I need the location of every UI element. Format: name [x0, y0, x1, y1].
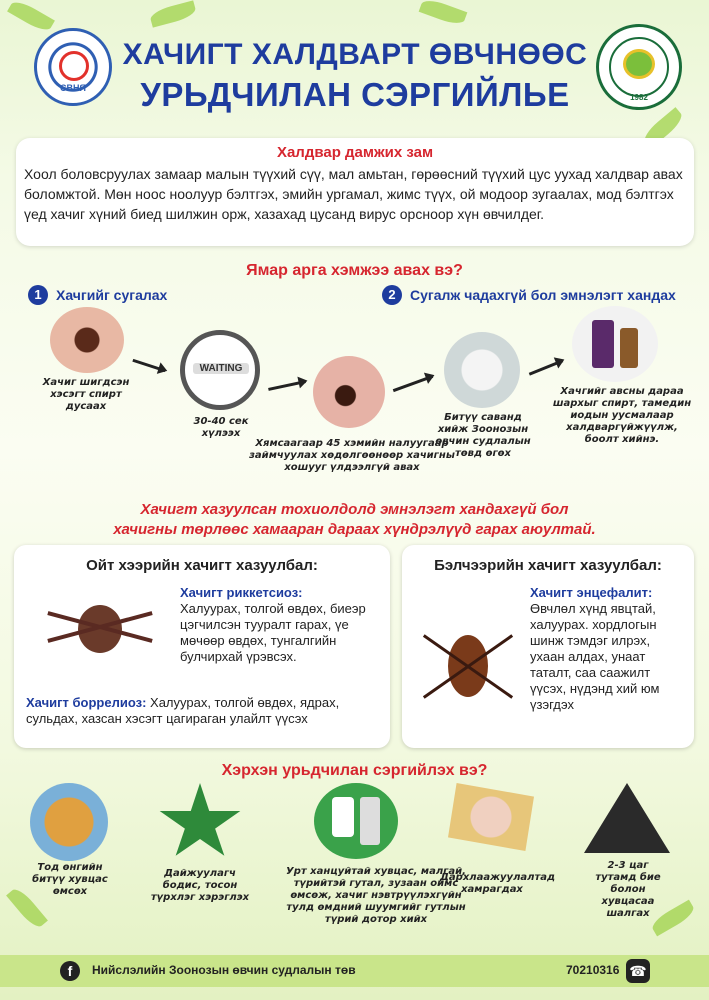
steppe-tick-card — [402, 545, 694, 748]
footer-bar — [0, 955, 709, 987]
page-title-line2: УРЬДЧИЛАН СЭРГИЙЛЬЕ — [140, 76, 570, 113]
step-1-number: 1 — [28, 285, 48, 305]
forest-disease-2 — [26, 695, 382, 727]
prevention-caption-1: Тод өнгийн битүү хувцас өмсөх — [32, 862, 108, 897]
steppe-tick-heading: Бэлчээрийн хачигт хазуулбал: — [434, 557, 662, 574]
leaf-decoration — [149, 0, 198, 27]
clock-label: WAITING — [193, 363, 249, 374]
logo-right-year: 1982 — [630, 93, 648, 102]
forest-tick-heading: Ойт хээрийн хачигт хазуулбал: — [86, 557, 318, 574]
footer-organization: Нийслэлийн Зоонозын өвчин судлалын төв — [92, 963, 356, 977]
emblem-icon — [59, 51, 89, 81]
caption-step-sealed-container: Битүү саванд хийж Зоонозын өвчин судлалын төвд өгөх — [435, 412, 531, 459]
organization-logo-left — [34, 28, 112, 106]
prevention-image-vaccination — [448, 783, 534, 851]
step-1-header — [28, 285, 167, 305]
forest-disease-2-label: Хачигт боррелиоз: — [26, 695, 147, 710]
footer-phone-number: 70210316 — [566, 963, 620, 977]
prevention-caption-5: 2-3 цаг тутамд бие болон хувцасаа шалгах — [595, 860, 661, 919]
steppe-tick-image — [412, 585, 522, 735]
step-2-label: Сугалж чадахгүй бол эмнэлэгт хандах — [410, 287, 676, 303]
forest-tick-card — [14, 545, 390, 748]
transmission-box — [16, 138, 694, 246]
steppe-disease-1-text: Өвчлөл хүнд явцтай, халуурах. хордлогын шинж тэмдэг илрэх, ухаан алдах, унаат таталт, саа саажилт үүсэх, нүдэнд хий юм үзэгдэх — [530, 601, 660, 712]
logo-left-text: СВНЯ — [60, 83, 86, 93]
forest-disease-2-text: Халуурах, толгой өвдөх, ядрах, сульдах, хазсан хэсэгт цагираган улайлт үүсэх — [26, 695, 340, 726]
arrow-icon — [132, 359, 165, 372]
medicine-bottles-image — [572, 306, 658, 382]
bottle-icon — [592, 320, 614, 368]
caption-step-disinfect: Хачгийг авсны дараа шархыг спирт, тамедин иодын уусмалаар халдваргүйжүүлж, боолт хийнэ. — [552, 386, 692, 445]
warning-text — [0, 500, 709, 540]
forest-disease-1-label: Хачигт риккетсиоз: — [180, 585, 303, 600]
forest-disease-1 — [180, 585, 380, 665]
warning-line-2: хачигны төрлөөс хамааран дараах хүндрэлүүд гарах аюултай. — [113, 521, 596, 538]
transmission-heading: Халдвар дамжих зам — [276, 144, 434, 161]
phone-icon[interactable]: ☎ — [626, 959, 650, 983]
caption-step-wait: 30-40 сек хүлээх — [193, 416, 249, 439]
prevention-image-repellent — [158, 783, 242, 863]
bottle-icon — [620, 328, 638, 368]
prevention-image-long-clothes — [314, 783, 398, 859]
arrow-icon — [268, 380, 306, 391]
logo-core-icon — [623, 49, 655, 79]
arrow-icon — [393, 375, 433, 392]
step-2-header — [382, 285, 676, 305]
steppe-disease-1 — [530, 585, 686, 713]
leaf-decoration — [419, 0, 468, 27]
forest-disease-1-text: Халуурах, толгой өвдөх, биеэр цэгчилсэн тууралт гарах, үе мөчөөр өвдөх, тунгалгийн булчирхай үрэвсэх. — [180, 601, 366, 664]
organization-logo-right — [596, 24, 682, 110]
shirt-icon — [332, 797, 354, 837]
facebook-icon[interactable]: f — [60, 961, 80, 981]
tweezers-removal-image — [313, 356, 385, 428]
prevention-image-clothing — [30, 783, 108, 861]
step-1-label: Хачгийг сугалах — [56, 287, 168, 303]
leaf-decoration — [7, 0, 55, 34]
sealed-container-image — [444, 332, 520, 408]
tick-on-skin-image — [50, 307, 124, 373]
methods-question: Ямар арга хэмжээ авах вэ? — [246, 262, 463, 279]
prevention-caption-4: Дархлаажуулалтад хамрагдах — [440, 872, 556, 895]
arrow-icon — [529, 359, 564, 375]
caption-step-remove-tweezers: Хямсаагаар 45 хэмийн налуугаар займчуулах хөдөлгөөнөөр хачигны хошууг үлдээлгүй авах — [249, 438, 455, 473]
clock-image — [180, 330, 260, 410]
page-title-line1: ХАЧИГТ ХАЛДВАРТ ӨВЧНӨӨС — [122, 38, 588, 71]
warning-line-1: Хачигт хазуулсан тохиолдолд эмнэлэгт хандахгүй бол — [140, 501, 569, 518]
prevention-caption-2: Дайжуулагч бодис, тосон түрхлэг хэрэглэх — [150, 868, 250, 903]
pants-icon — [360, 797, 380, 845]
steppe-disease-1-label: Хачигт энцефалит: — [530, 585, 653, 600]
transmission-text: Хоол боловсруулах замаар малын түүхий сүү, мал амьтан, гөрөөсний түүхий цус уухад халдвар авах боломжтой. Мөн ноос ноолуур бэлтгэх, эмийн ургамал, жимс түүх, ой модоор зугаалах, мод бэлтгэх үед хачиг хүний биед шилжин орж, хазахад цусанд вирус орсноор хүн өвчилдег. — [24, 166, 683, 222]
forest-tick-image — [42, 579, 158, 679]
caption-step-drop-alcohol: Хачиг шигдсэн хэсэгт спирт дусаах — [42, 377, 130, 412]
prevention-question: Хэрхэн урьдчилан сэргийлэх вэ? — [221, 762, 488, 779]
prevention-image-body-check — [584, 783, 670, 853]
prevention-caption-3: Урт ханцуйтай хувцас, малгай, түрийтэй гутал, зузаан оймс өмсөж, хачиг нэвтрүүлэхгүйн тулд өмдний шуумгийг гутлын түрий дотор хийх — [286, 866, 466, 925]
step-2-number: 2 — [382, 285, 402, 305]
